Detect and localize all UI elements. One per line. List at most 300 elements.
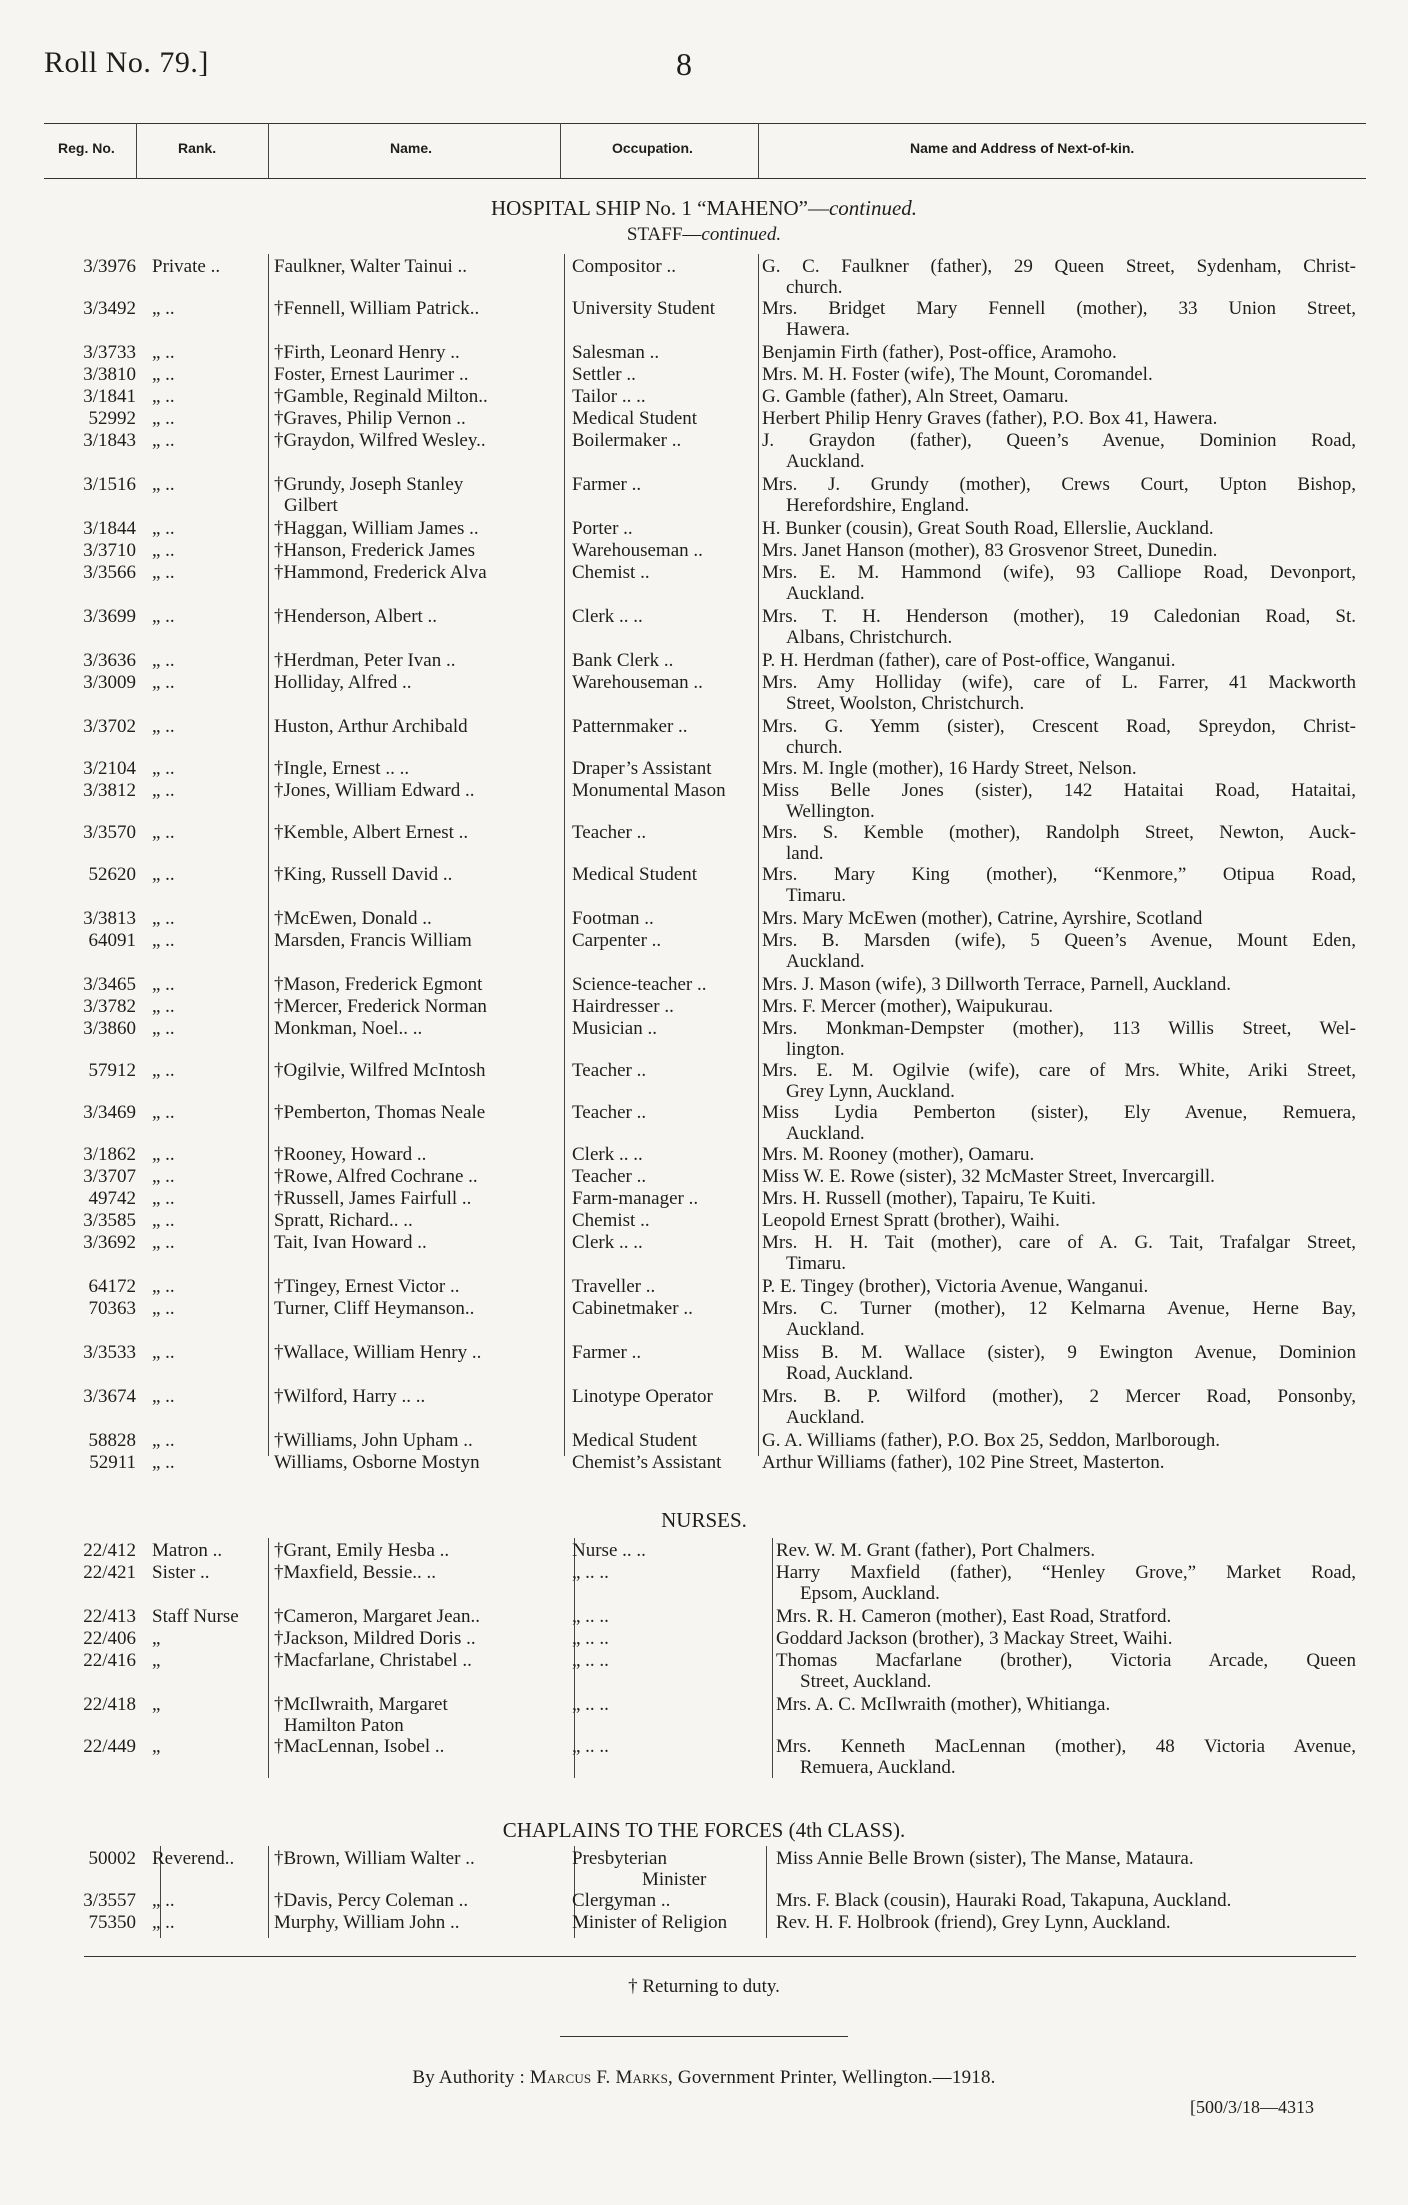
next-of-kin-line-continued: lington. — [786, 1039, 845, 1060]
occupation-cell — [572, 1606, 762, 1627]
name-cell — [274, 974, 556, 995]
name-line-continued: Gilbert — [284, 495, 338, 516]
next-of-kin-line: Goddard Jackson (brother), 3 Mackay Street, Waihi. — [776, 1628, 1173, 1649]
rank-cell: „ .. — [152, 1386, 175, 1407]
next-of-kin-line: Mrs. R. H. Cameron (mother), East Road, Stratford. — [776, 1606, 1172, 1627]
next-of-kin-line-continued: church. — [786, 277, 843, 298]
header-rule-bottom — [44, 178, 1366, 179]
name-line: †Rowe, Alfred Cochrane .. — [274, 1166, 478, 1187]
next-of-kin-cell — [776, 1912, 1356, 1933]
name-line: †Herdman, Peter Ivan .. — [274, 650, 456, 671]
next-of-kin-line-continued: land. — [786, 843, 824, 864]
occupation-cell — [572, 540, 762, 561]
name-line: †Grundy, Joseph Stanley — [274, 474, 464, 495]
rank-cell: „ .. — [152, 1430, 175, 1451]
next-of-kin-line-continued: Street, Auckland. — [800, 1671, 932, 1692]
rank-cell: „ .. — [152, 518, 175, 539]
occupation-cell — [572, 1848, 762, 1890]
name-cell — [274, 1144, 556, 1165]
next-of-kin-line: P. H. Herdman (father), care of Post-office, Wanganui. — [762, 650, 1176, 671]
rank-cell: „ .. — [152, 562, 175, 583]
rank-cell: „ .. — [152, 540, 175, 561]
next-of-kin-line: Benjamin Firth (father), Post-office, Aramoho. — [762, 342, 1117, 363]
rank-cell: „ — [152, 1736, 161, 1757]
name-line: †McIlwraith, Margaret — [274, 1694, 448, 1715]
name-line: †Davis, Percy Coleman .. — [274, 1890, 469, 1911]
name-cell — [274, 1736, 556, 1757]
name-cell — [274, 1890, 556, 1911]
name-cell — [274, 1848, 556, 1869]
next-of-kin-cell — [762, 716, 1356, 758]
header-divider — [268, 123, 269, 178]
occupation-cell — [572, 1188, 762, 1209]
rank-cell: „ .. — [152, 1298, 175, 1319]
name-line: †Wallace, William Henry .. — [274, 1342, 482, 1363]
occupation-line: Farmer .. — [572, 474, 642, 495]
column-rule — [268, 254, 269, 1456]
ship-title-suffix: continued. — [828, 196, 918, 220]
next-of-kin-line: Mrs. B. P. Wilford (mother), 2 Mercer Road, Ponsonby, — [762, 1386, 1356, 1407]
rank-cell: Private .. — [152, 256, 221, 277]
next-of-kin-line-continued: Road, Auckland. — [786, 1363, 914, 1384]
next-of-kin-line: Mrs. Bridget Mary Fennell (mother), 33 Union Street, — [762, 298, 1356, 319]
occupation-line: „ .. .. — [572, 1650, 609, 1671]
occupation-cell — [572, 1166, 762, 1187]
next-of-kin-cell — [762, 780, 1356, 822]
occupation-cell — [572, 996, 762, 1017]
occupation-cell — [572, 606, 762, 627]
occupation-line: Salesman .. — [572, 342, 660, 363]
next-of-kin-cell — [776, 1848, 1356, 1869]
reg-no-cell: 64091 — [88, 930, 136, 951]
occupation-line: Teacher .. — [572, 1060, 647, 1081]
next-of-kin-cell — [762, 908, 1356, 929]
next-of-kin-cell — [776, 1562, 1356, 1604]
name-cell — [274, 1430, 556, 1451]
next-of-kin-line: G. A. Williams (father), P.O. Box 25, Seddon, Marlborough. — [762, 1430, 1221, 1451]
rank-cell: Sister .. — [152, 1562, 210, 1583]
name-line: †Kemble, Albert Ernest .. — [274, 822, 469, 843]
next-of-kin-line: Miss W. E. Rowe (sister), 32 McMaster Street, Invercargill. — [762, 1166, 1215, 1187]
rank-cell: „ .. — [152, 996, 175, 1017]
occupation-cell — [572, 908, 762, 929]
name-cell — [274, 908, 556, 929]
occupation-line: Warehouseman .. — [572, 672, 703, 693]
occupation-line: Chemist’s Assistant — [572, 1452, 722, 1473]
occupation-cell — [572, 1210, 762, 1231]
occupation-line: Farmer .. — [572, 1342, 642, 1363]
name-line: †Wilford, Harry .. .. — [274, 1386, 426, 1407]
next-of-kin-line-continued: church. — [786, 737, 843, 758]
name-line: Monkman, Noel.. .. — [274, 1018, 423, 1039]
next-of-kin-cell — [762, 1386, 1356, 1428]
occupation-line: Bank Clerk .. — [572, 650, 674, 671]
name-line: †Gamble, Reginald Milton.. — [274, 386, 488, 407]
occupation-line: Clerk .. .. — [572, 1144, 643, 1165]
rank-cell: „ .. — [152, 386, 175, 407]
reg-no-cell: 52620 — [88, 864, 136, 885]
occupation-line: Clerk .. .. — [572, 606, 643, 627]
name-line: †Graves, Philip Vernon .. — [274, 408, 466, 429]
name-line: Marsden, Francis William — [274, 930, 472, 951]
staff-title — [0, 224, 1408, 246]
rank-cell: „ .. — [152, 930, 175, 951]
name-line: †McEwen, Donald .. — [274, 908, 432, 929]
occupation-cell — [572, 364, 762, 385]
next-of-kin-line-continued: Epsom, Auckland. — [800, 1583, 940, 1604]
next-of-kin-line-continued: Timaru. — [786, 1253, 847, 1274]
rank-cell: „ .. — [152, 342, 175, 363]
occupation-line: Musician .. — [572, 1018, 657, 1039]
name-cell — [274, 408, 556, 429]
reg-no-cell: 22/413 — [83, 1606, 136, 1627]
occupation-cell — [572, 650, 762, 671]
occupation-line: Teacher .. — [572, 1102, 647, 1123]
name-line: Faulkner, Walter Tainui .. — [274, 256, 468, 277]
column-header-occupation: Occupation. — [612, 140, 693, 156]
occupation-cell — [572, 822, 762, 843]
name-line: †Grant, Emily Hesba .. — [274, 1540, 450, 1561]
name-line: †Fennell, William Patrick.. — [274, 298, 480, 319]
name-cell — [274, 298, 556, 319]
next-of-kin-line-continued: Albans, Christchurch. — [786, 627, 953, 648]
header-divider — [758, 123, 759, 178]
occupation-line: Warehouseman .. — [572, 540, 703, 561]
occupation-cell — [572, 1232, 762, 1253]
name-line: †Brown, William Walter .. — [274, 1848, 475, 1869]
occupation-line: „ .. .. — [572, 1694, 609, 1715]
reg-no-cell: 22/421 — [83, 1562, 136, 1583]
name-cell — [274, 1540, 556, 1561]
header-divider — [136, 123, 137, 178]
column-header-reg-no: Reg. No. — [58, 140, 115, 156]
occupation-line: Linotype Operator — [572, 1386, 713, 1407]
next-of-kin-line: Mrs. M. Rooney (mother), Oamaru. — [762, 1144, 1035, 1165]
chaplains-title: CHAPLAINS TO THE FORCES (4th CLASS). — [502, 1818, 906, 1842]
occupation-line: Clergyman .. — [572, 1890, 671, 1911]
next-of-kin-line: Mrs. G. Yemm (sister), Crescent Road, Spreydon, Christ- — [762, 716, 1356, 737]
occupation-cell — [572, 1060, 762, 1081]
reg-no-cell: 3/3009 — [83, 672, 136, 693]
name-cell — [274, 540, 556, 561]
print-code: [500/3/18—4313 — [1190, 2097, 1314, 2117]
next-of-kin-cell — [762, 342, 1356, 363]
rank-cell: „ .. — [152, 1912, 175, 1933]
next-of-kin-line: Mrs. A. C. McIlwraith (mother), Whitianga. — [776, 1694, 1111, 1715]
occupation-line: Medical Student — [572, 1430, 698, 1451]
name-cell — [274, 716, 556, 737]
reg-no-cell: 3/3557 — [83, 1890, 136, 1911]
next-of-kin-line: G. Gamble (father), Aln Street, Oamaru. — [762, 386, 1069, 407]
reg-no-cell: 3/3699 — [83, 606, 136, 627]
rank-cell: „ .. — [152, 650, 175, 671]
next-of-kin-line: Miss Annie Belle Brown (sister), The Manse, Mataura. — [776, 1848, 1194, 1869]
reg-no-cell: 3/3469 — [83, 1102, 136, 1123]
occupation-cell — [572, 1694, 762, 1715]
occupation-line: Clerk .. .. — [572, 1232, 643, 1253]
occupation-cell — [572, 1452, 762, 1473]
name-cell — [274, 1694, 556, 1736]
next-of-kin-line: Mrs. F. Mercer (mother), Waipukurau. — [762, 996, 1054, 1017]
occupation-line: „ .. .. — [572, 1606, 609, 1627]
reg-no-cell: 3/3570 — [83, 822, 136, 843]
staff-title-text: STAFF— — [626, 224, 702, 245]
rank-cell: „ .. — [152, 864, 175, 885]
name-cell — [274, 1452, 556, 1473]
occupation-line: Medical Student — [572, 864, 698, 885]
name-line: Turner, Cliff Heymanson.. — [274, 1298, 475, 1319]
rank-cell: „ .. — [152, 908, 175, 929]
occupation-cell — [572, 974, 762, 995]
next-of-kin-line: Mrs. M. Ingle (mother), 16 Hardy Street, Nelson. — [762, 758, 1137, 779]
next-of-kin-cell — [762, 822, 1356, 864]
name-line: †Henderson, Albert .. — [274, 606, 438, 627]
next-of-kin-line: G. C. Faulkner (father), 29 Queen Street, Sydenham, Christ- — [762, 256, 1356, 277]
rank-cell: „ .. — [152, 758, 175, 779]
reg-no-cell: 70363 — [88, 1298, 136, 1319]
reg-no-cell: 3/3492 — [83, 298, 136, 319]
next-of-kin-cell — [776, 1628, 1356, 1649]
occupation-cell — [572, 430, 762, 451]
rank-cell: „ .. — [152, 1452, 175, 1473]
name-line: †Jackson, Mildred Doris .. — [274, 1628, 476, 1649]
name-line: †Maxfield, Bessie.. .. — [274, 1562, 437, 1583]
occupation-line: Minister of Religion — [572, 1912, 728, 1933]
next-of-kin-line: Mrs. C. Turner (mother), 12 Kelmarna Avenue, Herne Bay, — [762, 1298, 1356, 1319]
reg-no-cell: 3/1516 — [83, 474, 136, 495]
reg-no-cell: 3/3636 — [83, 650, 136, 671]
name-cell — [274, 1166, 556, 1187]
next-of-kin-cell — [762, 1018, 1356, 1060]
name-line: †Pemberton, Thomas Neale — [274, 1102, 486, 1123]
reg-no-cell: 3/3810 — [83, 364, 136, 385]
reg-no-cell: 22/418 — [83, 1694, 136, 1715]
rank-cell: „ .. — [152, 822, 175, 843]
next-of-kin-line: Mrs. H. H. Tait (mother), care of A. G. Tait, Trafalgar Street, — [762, 1232, 1356, 1253]
name-line: †Firth, Leonard Henry .. — [274, 342, 460, 363]
rank-cell: „ — [152, 1694, 161, 1715]
occupation-line: Settler .. — [572, 364, 636, 385]
name-cell — [274, 562, 556, 583]
name-line: †Tingey, Ernest Victor .. — [274, 1276, 460, 1297]
name-line: †Hanson, Frederick James — [274, 540, 476, 561]
rank-cell: „ .. — [152, 672, 175, 693]
name-cell — [274, 1912, 556, 1933]
column-header-rank: Rank. — [178, 140, 217, 156]
name-cell — [274, 1188, 556, 1209]
occupation-line: „ .. .. — [572, 1736, 609, 1757]
occupation-line: Traveller .. — [572, 1276, 656, 1297]
name-line: †Mercer, Frederick Norman — [274, 996, 487, 1017]
reg-no-cell: 50002 — [88, 1848, 136, 1869]
next-of-kin-line: Mrs. Amy Holliday (wife), care of L. Farrer, 41 Mackworth — [762, 672, 1356, 693]
occupation-line: Teacher .. — [572, 1166, 647, 1187]
occupation-line: „ .. .. — [572, 1562, 609, 1583]
occupation-cell — [572, 1342, 762, 1363]
occupation-line: Patternmaker .. — [572, 716, 688, 737]
occupation-cell — [572, 1102, 762, 1123]
rank-cell: „ .. — [152, 1188, 175, 1209]
next-of-kin-line: J. Graydon (father), Queen’s Avenue, Dominion Road, — [762, 430, 1356, 451]
staff-title-suffix: continued. — [701, 224, 782, 245]
reg-no-cell: 49742 — [88, 1188, 136, 1209]
reg-no-cell: 3/1843 — [83, 430, 136, 451]
reg-no-cell: 64172 — [88, 1276, 136, 1297]
column-rule — [766, 1846, 767, 1938]
occupation-cell — [572, 1890, 762, 1911]
occupation-line: Science-teacher .. — [572, 974, 707, 995]
next-of-kin-line: Mrs. Monkman-Dempster (mother), 113 Willis Street, Wel- — [762, 1018, 1356, 1039]
rank-cell: „ .. — [152, 780, 175, 801]
name-cell — [274, 650, 556, 671]
reg-no-cell: 22/449 — [83, 1736, 136, 1757]
next-of-kin-line: Mrs. F. Black (cousin), Hauraki Road, Takapuna, Auckland. — [776, 1890, 1232, 1911]
occupation-cell — [572, 386, 762, 407]
name-line: †Cameron, Margaret Jean.. — [274, 1606, 480, 1627]
next-of-kin-cell — [762, 996, 1356, 1017]
name-line: †Rooney, Howard .. — [274, 1144, 427, 1165]
next-of-kin-cell — [762, 606, 1356, 648]
next-of-kin-cell — [776, 1650, 1356, 1692]
next-of-kin-line-continued: Grey Lynn, Auckland. — [786, 1081, 955, 1102]
name-line-continued: Hamilton Paton — [284, 1715, 404, 1736]
occupation-line: Footman .. — [572, 908, 654, 929]
occupation-line: Boilermaker .. — [572, 430, 682, 451]
next-of-kin-cell — [762, 1452, 1356, 1473]
occupation-line: Draper’s Assistant — [572, 758, 712, 779]
reg-no-cell: 22/412 — [83, 1540, 136, 1561]
table-end-rule — [84, 1956, 1356, 1957]
name-cell — [274, 474, 556, 516]
name-line: †Williams, John Upham .. — [274, 1430, 473, 1451]
name-cell — [274, 1018, 556, 1039]
next-of-kin-line: Mrs. J. Grundy (mother), Crews Court, Upton Bishop, — [762, 474, 1356, 495]
name-line: †Russell, James Fairfull .. — [274, 1188, 472, 1209]
occupation-cell — [572, 1276, 762, 1297]
occupation-cell — [572, 1018, 762, 1039]
next-of-kin-line: P. E. Tingey (brother), Victoria Avenue, Wanganui. — [762, 1276, 1149, 1297]
rank-cell: „ .. — [152, 430, 175, 451]
next-of-kin-cell — [762, 474, 1356, 516]
next-of-kin-cell — [762, 650, 1356, 671]
name-cell — [274, 386, 556, 407]
occupation-cell — [572, 562, 762, 583]
name-cell — [274, 1298, 556, 1319]
next-of-kin-line-continued: Street, Woolston, Christchurch. — [786, 693, 1025, 714]
next-of-kin-line: Harry Maxfield (father), “Henley Grove,” Market Road, — [776, 1562, 1356, 1583]
rank-cell: „ .. — [152, 1210, 175, 1231]
rank-cell: „ .. — [152, 606, 175, 627]
name-cell — [274, 1102, 556, 1123]
reg-no-cell: 57912 — [88, 1060, 136, 1081]
next-of-kin-cell — [762, 408, 1356, 429]
occupation-cell — [572, 672, 762, 693]
occupation-cell — [572, 1650, 762, 1671]
nurses-title: NURSES. — [661, 1508, 747, 1532]
name-cell — [274, 1342, 556, 1363]
name-line: Williams, Osborne Mostyn — [274, 1452, 480, 1473]
occupation-cell — [572, 716, 762, 737]
occupation-cell — [572, 864, 762, 885]
next-of-kin-line: Thomas Macfarlane (brother), Victoria Arcade, Queen — [776, 1650, 1356, 1671]
rank-cell: „ .. — [152, 1144, 175, 1165]
next-of-kin-cell — [762, 672, 1356, 714]
name-line: †Macfarlane, Christabel .. — [274, 1650, 472, 1671]
reg-no-cell: 3/3702 — [83, 716, 136, 737]
name-line: †Hammond, Frederick Alva — [274, 562, 487, 583]
occupation-cell — [572, 1298, 762, 1319]
next-of-kin-cell — [762, 298, 1356, 340]
occupation-line: Compositor .. — [572, 256, 676, 277]
roll-number: Roll No. 79.] — [44, 46, 209, 79]
occupation-cell — [572, 256, 762, 277]
reg-no-cell: 3/3566 — [83, 562, 136, 583]
occupation-cell — [572, 780, 762, 801]
name-line: †Haggan, William James .. — [274, 518, 479, 539]
name-cell — [274, 342, 556, 363]
occupation-cell — [572, 342, 762, 363]
next-of-kin-cell — [762, 1430, 1356, 1451]
occupation-line: Teacher .. — [572, 822, 647, 843]
next-of-kin-cell — [776, 1890, 1356, 1911]
next-of-kin-line: Mrs. T. H. Henderson (mother), 19 Caledonian Road, St. — [762, 606, 1356, 627]
footer-rule — [560, 2036, 848, 2037]
next-of-kin-line: Mrs. M. H. Foster (wife), The Mount, Coromandel. — [762, 364, 1153, 385]
rank-cell: „ .. — [152, 1232, 175, 1253]
next-of-kin-line: Miss Belle Jones (sister), 142 Hataitai Road, Hataitai, — [762, 780, 1356, 801]
occupation-cell — [572, 1144, 762, 1165]
occupation-line: Medical Student — [572, 408, 698, 429]
next-of-kin-cell — [776, 1694, 1356, 1715]
next-of-kin-cell — [762, 518, 1356, 539]
occupation-line-continued: Minister — [642, 1869, 707, 1890]
footnote: † Returning to duty. — [628, 1976, 780, 1997]
occupation-line: Monumental Mason — [572, 780, 726, 801]
rank-cell: „ .. — [152, 716, 175, 737]
reg-no-cell: 3/1841 — [83, 386, 136, 407]
next-of-kin-cell — [762, 1188, 1356, 1209]
name-cell — [274, 518, 556, 539]
rank-cell: „ .. — [152, 1342, 175, 1363]
name-cell — [274, 1562, 556, 1583]
rank-cell: „ .. — [152, 364, 175, 385]
next-of-kin-line: Miss Lydia Pemberton (sister), Ely Avenue, Remuera, — [762, 1102, 1356, 1123]
next-of-kin-line: Mrs. J. Mason (wife), 3 Dillworth Terrace, Parnell, Auckland. — [762, 974, 1231, 995]
occupation-line: Hairdresser .. — [572, 996, 674, 1017]
reg-no-cell: 3/3585 — [83, 1210, 136, 1231]
rank-cell: „ .. — [152, 474, 175, 495]
next-of-kin-line-continued: Auckland. — [786, 1123, 865, 1144]
occupation-line: Tailor .. .. — [572, 386, 646, 407]
next-of-kin-cell — [762, 540, 1356, 561]
column-rule — [772, 1538, 773, 1778]
occupation-line: Nurse .. .. — [572, 1540, 646, 1561]
rank-cell: „ .. — [152, 1018, 175, 1039]
next-of-kin-cell — [762, 1232, 1356, 1274]
reg-no-cell: 3/1844 — [83, 518, 136, 539]
name-line: †King, Russell David .. — [274, 864, 453, 885]
occupation-cell — [572, 930, 762, 951]
column-header-next-of-kin: Name and Address of Next-of-kin. — [910, 140, 1135, 156]
next-of-kin-cell — [762, 1342, 1356, 1384]
next-of-kin-cell — [762, 1102, 1356, 1144]
reg-no-cell: 75350 — [88, 1912, 136, 1933]
header-divider — [560, 123, 561, 178]
name-cell — [274, 606, 556, 627]
next-of-kin-cell — [762, 1210, 1356, 1231]
next-of-kin-line-continued: Auckland. — [786, 1319, 865, 1340]
reg-no-cell: 3/3533 — [83, 1342, 136, 1363]
